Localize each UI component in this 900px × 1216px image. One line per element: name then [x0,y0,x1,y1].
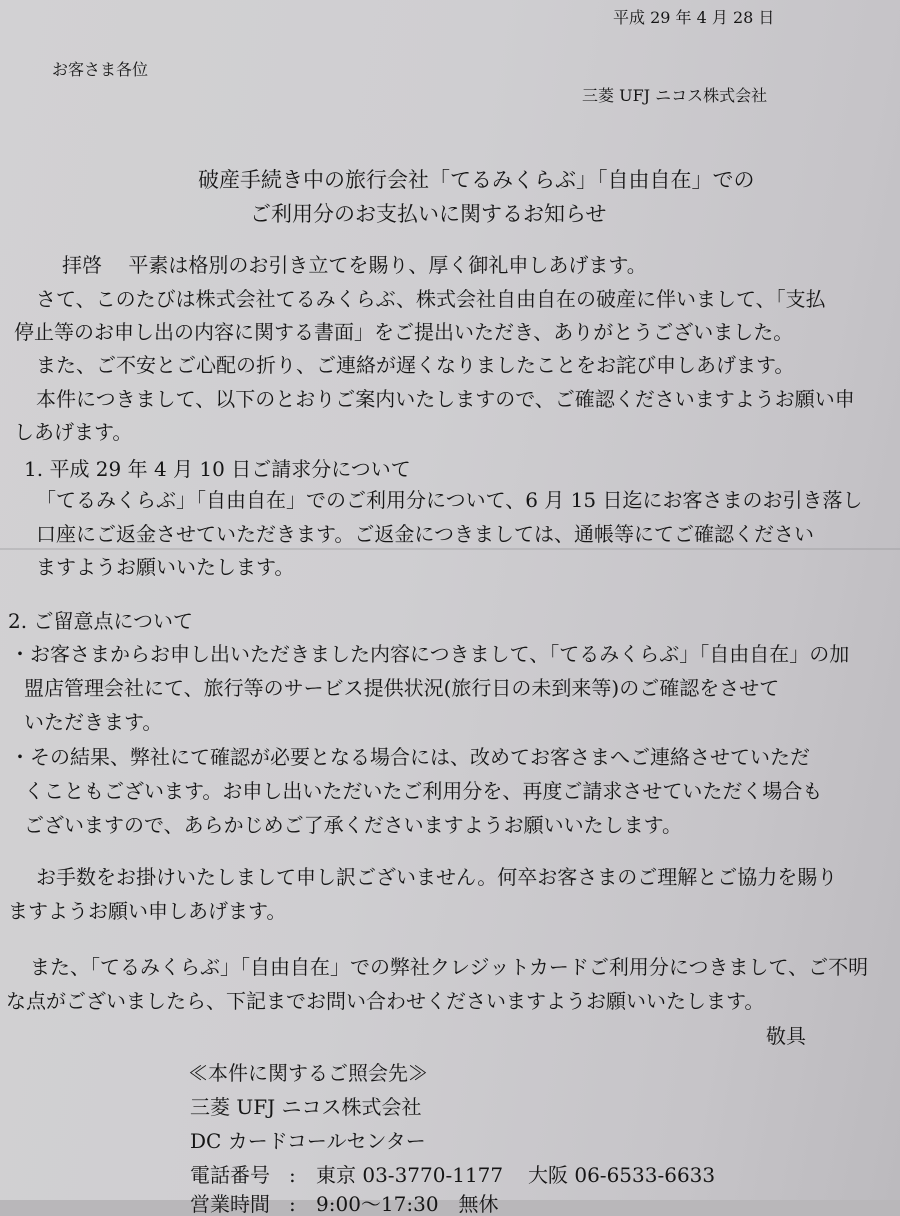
phone-separator: : [289,1163,296,1187]
contact-heading: ≪本件に関するご照会先≫ [188,1061,428,1085]
intro-line: 本件につきまして、以下のとおりご案内いたしますので、ご確認くださいますようお願い申 [36,387,855,411]
section-1-heading: 1. 平成 29 年 4 月 10 日ご請求分について [24,457,411,481]
section-2-line: ・その結果、弊社にて確認が必要となる場合には、改めてお客さまへご連絡させていただ [10,745,810,769]
intro-line: 拝啓 平素は格別のお引き立てを賜り、厚く御礼申しあげます。 [62,253,647,277]
inquiry-line: な点がございましたら、下記までお問い合わせくださいますようお願いいたします。 [6,989,765,1013]
contact-company: 三菱 UFJ ニコス株式会社 [190,1095,422,1119]
phone-label: 電話番号 [190,1163,270,1187]
intro-line: 停止等のお申し出の内容に関する書面」をご提出いただき、ありがとうございました。 [14,320,794,344]
section-2-line: いただきます。 [24,710,163,734]
section-2-heading: 2. ご留意点について [8,609,194,633]
sender-company: 三菱 UFJ ニコス株式会社 [582,86,768,105]
section-2-line: 盟店管理会社にて、旅行等のサービス提供状況(旅行日の未到来等)のご確認をさせて [24,676,780,700]
title-line-1: 破産手続き中の旅行会社「てるみくらぶ」「自由自在」での [198,168,755,192]
intro-line: さて、このたびは株式会社てるみくらぶ、株式会社自由自在の破産に伴いまして、「支払 [36,287,826,311]
apology-line: ますようお願い申しあげます。 [8,899,287,923]
salutation: お客さま各位 [52,60,149,79]
tokyo-phone: 東京 03-3770-1177 [316,1163,504,1187]
intro-line: また、ご不安とご心配の折り、ご連絡が遅くなりましたことをお詫び申しあげます。 [36,353,795,377]
hours-label: 営業時間 [190,1192,270,1216]
section-2-line: くこともございます。お申し出いただいたご利用分を、再度ご請求させていただく場合も [24,779,823,803]
section-1-line: 「てるみくらぶ」「自由自在」でのご利用分について、6 月 15 日迄にお客さまのお引き落し [36,488,863,512]
paper-fold-line [0,548,900,550]
contact-center: DC カードコールセンター [190,1129,426,1153]
title-line-2: ご利用分のお支払いに関するお知らせ [250,202,607,226]
section-1-line: ますようお願いいたします。 [36,555,295,579]
inquiry-line: また、「てるみくらぶ」「自由自在」での弊社クレジットカードご利用分につきまして、ご不明 [30,955,869,979]
intro-line: しあげます。 [14,420,133,444]
closing-word: 敬具 [766,1024,806,1048]
osaka-phone: 大阪 06-6533-6633 [528,1163,716,1187]
hours-separator: : [289,1192,296,1216]
business-hours: 9:00～17:30 無休 [316,1192,499,1216]
section-2-line: ございますので、あらかじめご了承くださいますようお願いいたします。 [24,813,682,837]
section-1-line: 口座にご返金させていただきます。ご返金につきましては、通帳等にてご確認ください [36,522,814,546]
apology-line: お手数をお掛けいたしまして申し訳ございません。何卒お客さまのご理解とご協力を賜り [36,865,838,889]
letter-date: 平成 29 年 4 月 28 日 [613,8,775,27]
section-2-line: ・お客さまからお申し出いただきました内容につきまして、「てるみくらぶ」「自由自在」の加 [10,642,850,666]
